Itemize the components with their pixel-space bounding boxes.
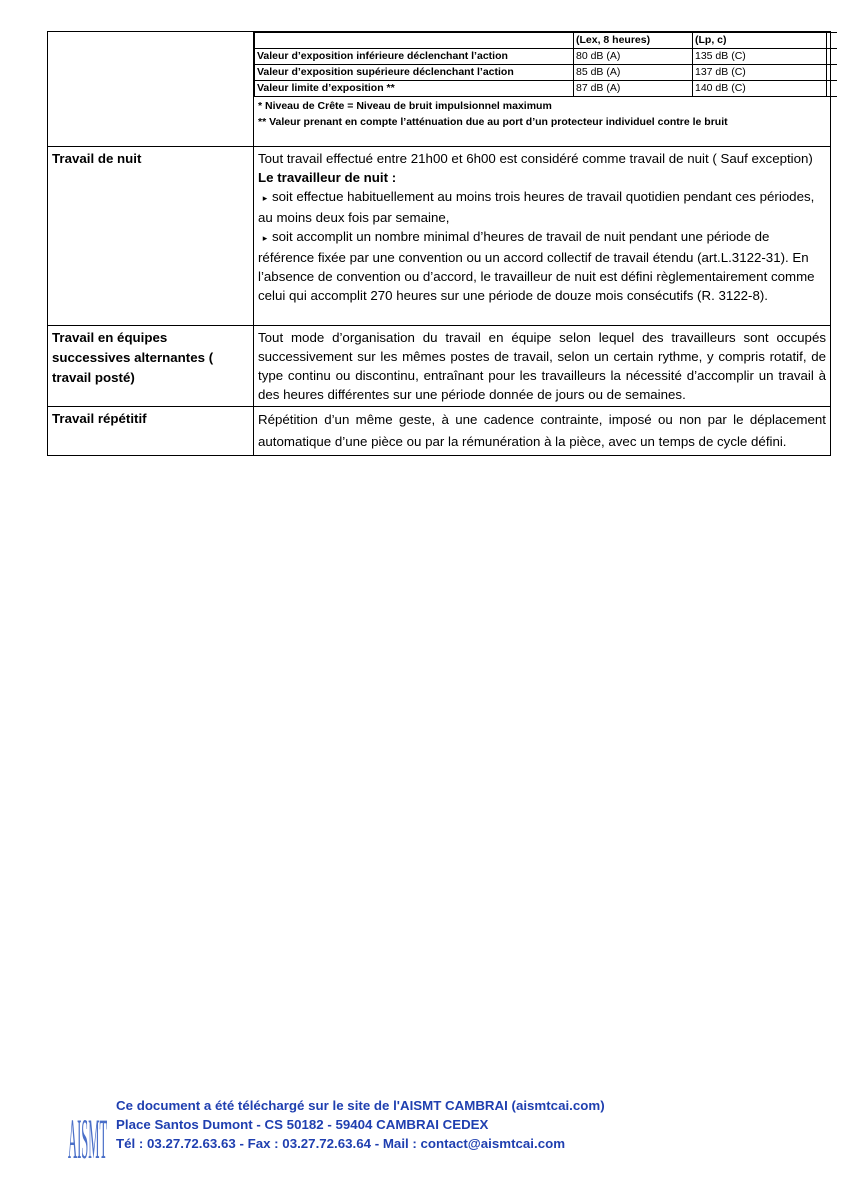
entry-row-travail-de-nuit: [48, 147, 831, 326]
noise-note: ** Valeur prenant en compte l’atténuation due au port d’un protecteur individuel contre le bruit: [258, 116, 728, 128]
noise-data-row: [255, 81, 837, 97]
noise-row-lpc: 137 dB (C): [693, 65, 827, 81]
noise-def-cell: [254, 32, 831, 147]
bullet-text: soit effectue habituellement au moins trois heures de travail quotidien pendant ces périodes, au moins deux fois par semaine,: [258, 189, 815, 225]
noise-data-row: [255, 49, 837, 65]
noise-row-label: Valeur limite d’exposition **: [255, 81, 574, 97]
definition-travail-repetitif: Répétition d’un même geste, à une cadence contrainte, imposé ou non par le déplacement automatique d’une pièce ou par la rémunération à la pièce, avec un temps de cycle défini.: [254, 407, 831, 456]
entry-row-travail-poste: [48, 326, 831, 407]
page-footer: [62, 1096, 762, 1160]
definition-sub-heading: Le travailleur de nuit :: [258, 170, 397, 185]
noise-header-row: [255, 33, 837, 49]
arrow-right-icon: ▸: [262, 233, 268, 243]
footer-line-address: Place Santos Dumont - CS 50182 - 59404 CAMBRAI CEDEX: [116, 1117, 489, 1132]
noise-pad-cell: [827, 33, 837, 49]
noise-exposure-table: [254, 32, 837, 97]
noise-header-empty: [255, 33, 574, 49]
term-travail-poste: Travail en équipes successives alternantes ( travail posté): [48, 326, 254, 407]
bullet-text: soit accomplit un nombre minimal d’heures de travail de nuit pendant une période de référence fixée par une convention ou un accord collectif de travail étendu (art.L.3122-31). En l’absence de convention ou d’accord, le travailleur de nuit est défini règlementairement comme celui qui accomplit 270 heures sur une période de douze mois consécutifs (R. 3122-8).: [258, 229, 815, 303]
noise-term-cell: [48, 32, 254, 147]
noise-row-lex: 85 dB (A): [574, 65, 693, 81]
noise-pad-cell: [827, 81, 837, 97]
arrow-right-icon: ▸: [262, 193, 268, 203]
noise-row-label: Valeur d’exposition inférieure déclenchant l’action: [255, 49, 574, 65]
noise-row-label: Valeur d’exposition supérieure déclenchant l’action: [255, 65, 574, 81]
footer-line-download: Ce document a été téléchargé sur le site de l'AISMT CAMBRAI (aismtcai.com): [116, 1098, 605, 1113]
entry-row-travail-repetitif: [48, 407, 831, 456]
definition-intro: Tout travail effectué entre 21h00 et 6h00 est considéré comme travail de nuit ( Sauf exception): [258, 151, 813, 166]
svg-text:AISMT: AISMT: [68, 1106, 108, 1160]
definition-bullet: [258, 187, 826, 227]
noise-row-lex: 80 dB (A): [574, 49, 693, 65]
definition-travail-de-nuit: [254, 147, 831, 326]
term-travail-repetitif: Travail répétitif: [48, 407, 254, 456]
noise-header-lpc: (Lp, c): [693, 33, 827, 49]
noise-data-row: [255, 65, 837, 81]
definition-travail-poste: Tout mode d’organisation du travail en équipe selon lequel des travailleurs sont occupés successivement sur les mêmes postes de travail, selon un certain rythme, y compris rotatif, de type continu ou discontinu, entraînant pour les travailleurs la nécessité d’accomplir un travail à des heures différentes sur une période donnée de jours ou de semaines.: [254, 326, 831, 407]
noise-pad-cell: [827, 65, 837, 81]
noise-note: * Niveau de Crête = Niveau de bruit impulsionnel maximum: [258, 100, 552, 112]
glossary-table: [47, 31, 831, 456]
term-travail-de-nuit: Travail de nuit: [48, 147, 254, 326]
definition-bullet: [258, 227, 826, 323]
footer-contact: [116, 1096, 605, 1153]
noise-notes: [258, 97, 826, 144]
noise-row-lpc: 140 dB (C): [693, 81, 827, 97]
noise-row-lex: 87 dB (A): [574, 81, 693, 97]
aismt-logo: [62, 1096, 110, 1160]
noise-header-lex: (Lex, 8 heures): [574, 33, 693, 49]
noise-row-lpc: 135 dB (C): [693, 49, 827, 65]
noise-row: [48, 32, 831, 147]
noise-pad-cell: [827, 49, 837, 65]
footer-line-contact: Tél : 03.27.72.63.63 - Fax : 03.27.72.63.64 - Mail : contact@aismtcai.com: [116, 1136, 566, 1151]
